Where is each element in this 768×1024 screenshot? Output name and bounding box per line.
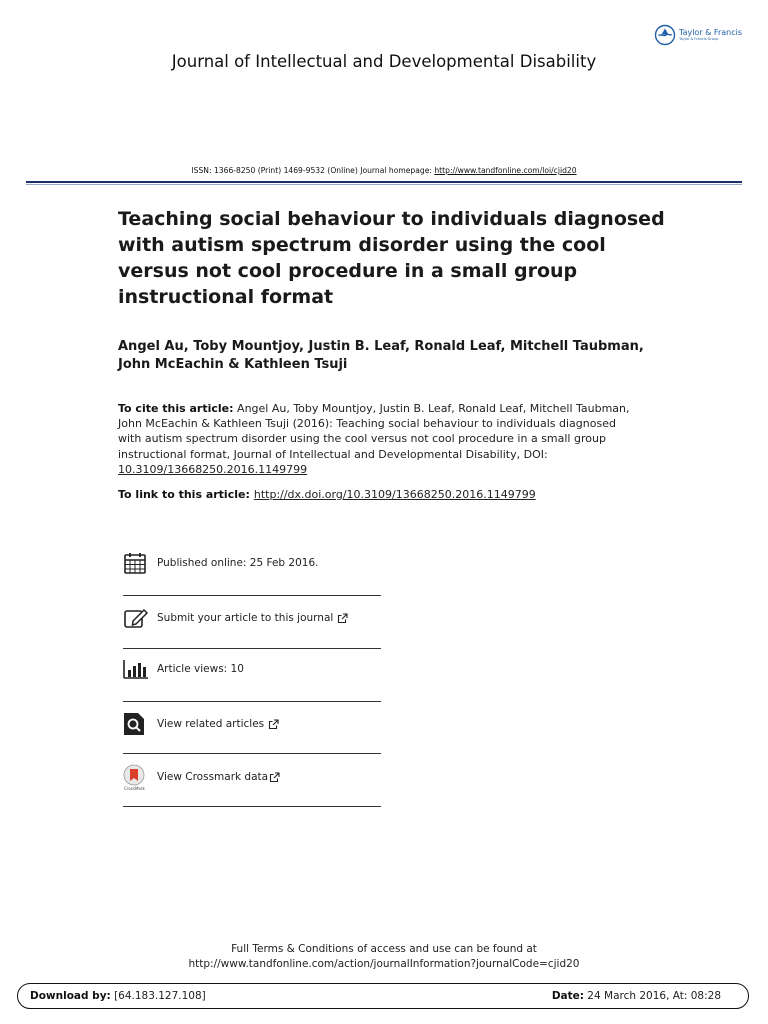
publisher-logo (654, 22, 754, 48)
terms-block (0, 942, 768, 972)
submit-article-link[interactable]: Submit your article to this journal (157, 612, 334, 624)
crossmark-link[interactable]: View Crossmark data (157, 771, 269, 783)
crossmark-badge-text: CrossMark (124, 785, 145, 791)
related-articles-row[interactable] (123, 698, 381, 750)
journal-homepage-link[interactable]: http://www.tandfonline.com/loi/cjid20 (434, 166, 577, 175)
terms-text: Full Terms & Conditions of access and use can be found at (231, 943, 537, 955)
date-label: Date: (551, 990, 584, 1002)
calendar-icon (123, 551, 147, 575)
related-articles-link[interactable]: View related articles (157, 718, 265, 730)
bar-chart-icon (123, 659, 149, 679)
article-link-line (118, 488, 536, 501)
download-label: Download by: (30, 990, 111, 1002)
download-by (30, 990, 206, 1002)
crossmark-icon (123, 764, 145, 786)
terms-url[interactable]: http://www.tandfonline.com/action/journalInformation?journalCode=cjid20 (188, 958, 580, 970)
taylor-francis-logo-icon (654, 24, 676, 46)
published-online-row (123, 537, 381, 589)
external-link-icon (268, 719, 279, 730)
article-views-text: Article views: 10 (157, 663, 244, 675)
header-rule (26, 181, 742, 183)
article-title: Teaching social behaviour to individuals diagnosed with autism spectrum disorder using the cool versus not cool procedure in a small group instructional format (118, 208, 665, 308)
cite-label: To cite this article: (118, 402, 234, 415)
submit-article-row[interactable] (123, 592, 381, 644)
date-value: 24 March 2016, At: 08:28 (583, 990, 721, 1002)
issn-line (0, 166, 768, 175)
cite-text: Angel Au, Toby Mountjoy, Justin B. Leaf, Ronald Leaf, Mitchell Taubman, John McEachin & Kathleen Tsuji (2016): Teaching social behaviour to individuals diagnosed with autism spectrum disorder using the cool versus not cool procedure in a small group instructional format, Journal of Intellectual and Developmental Disability, DOI: (118, 402, 630, 461)
external-link-icon (337, 613, 348, 624)
divider (123, 806, 381, 807)
journal-title: Journal of Intellectual and Developmental Disability (171, 52, 597, 71)
edit-icon (123, 607, 149, 629)
header-rule-thin (26, 184, 742, 185)
download-ip: [64.183.127.108] (110, 990, 206, 1002)
publisher-group: Taylor & Francis Group (679, 36, 719, 41)
article-views-row (123, 643, 381, 695)
link-label: To link to this article: (118, 488, 250, 501)
crossmark-row[interactable] (123, 751, 381, 803)
external-link-icon (269, 772, 280, 783)
published-online-text: Published online: 25 Feb 2016. (157, 557, 319, 569)
search-document-icon (123, 712, 145, 736)
download-date (552, 990, 721, 1002)
publisher-name: Taylor & Francis (679, 27, 742, 37)
article-authors: Angel Au, Toby Mountjoy, Justin B. Leaf, Ronald Leaf, Mitchell Taubman, John McEachin & Kathleen Tsuji (118, 339, 644, 372)
article-doi-link[interactable]: http://dx.doi.org/10.3109/13668250.2016.1149799 (253, 488, 536, 501)
cite-doi-link[interactable]: 10.3109/13668250.2016.1149799 (118, 462, 308, 476)
citation-block (118, 401, 638, 477)
issn-text: ISSN: 1366-8250 (Print) 1469-9532 (Online) Journal homepage: (191, 166, 435, 175)
